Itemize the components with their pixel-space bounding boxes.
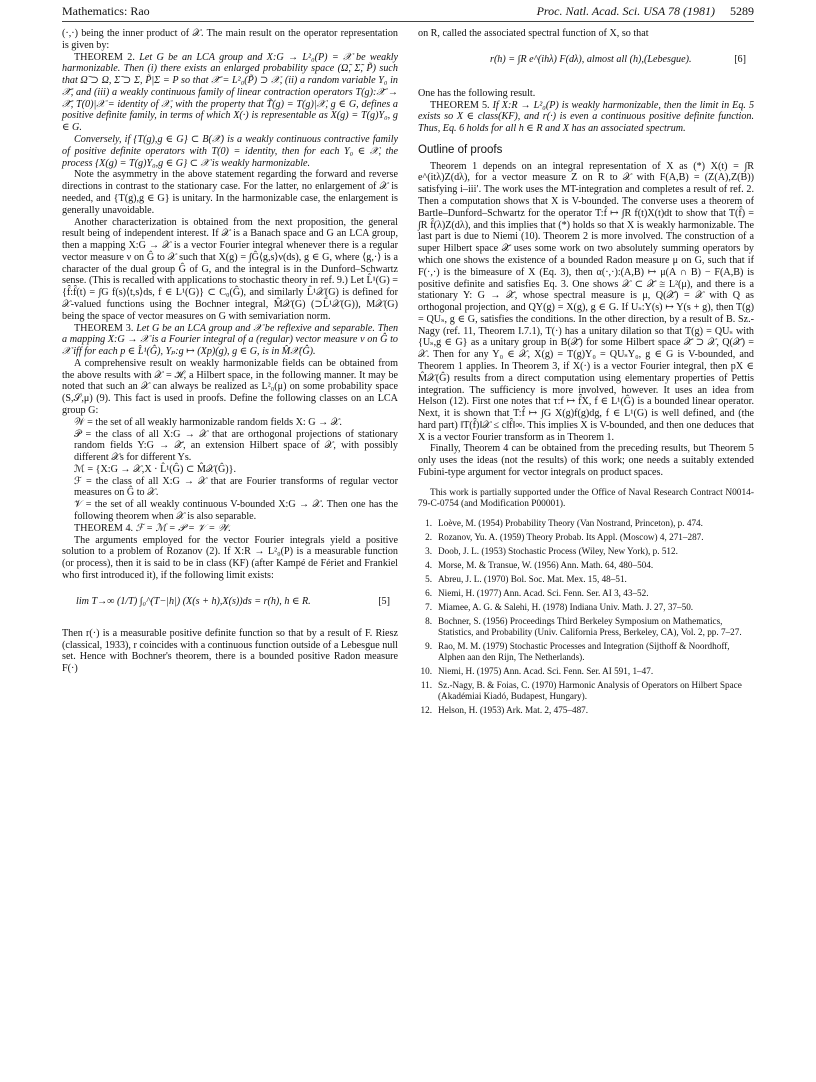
reference-text: Abreu, J. L. (1970) Bol. Soc. Mat. Mex. 15, 48–51. [438,573,627,584]
reference-text: Niemi, H. (1977) Ann. Acad. Sci. Fenn. Ser. AI 3, 43–52. [438,587,649,598]
converse-label: Conversely, [74,134,122,146]
paragraph: Finally, Theorem 4 can be obtained from the preceding results, but Theorem 5 only uses the ideas (not the results) of this work; one needs a suitably extended Fubini-type argument for vector integrals on product spaces. [418,443,754,478]
definition-F: ℱ = the class of all X:G → 𝒳 that are Fourier transforms of regular vector measures on Ĝ to 𝒳. [74,475,398,499]
reference-item [418,616,754,638]
definition-V: 𝒱 = the set of all weakly continuous V-bounded X:G → 𝒳. Then one has the following theorem when 𝒳 is also separable. [74,499,398,523]
paragraph: (·,·) being the inner product of 𝒳. The main result on the operator representation is given by: [62,28,398,51]
reference-text: Helson, H. (1953) Ark. Mat. 2, 475–487. [438,704,589,715]
right-column [418,28,754,719]
theorem-label: THEOREM 4. [74,522,134,534]
equation-6 [418,44,754,84]
theorem-2 [62,52,398,134]
reference-text: Miamee, A. G. & Salehi, H. (1978) Indiana Univ. Math. J. 27, 37–50. [438,601,694,612]
running-header [62,4,754,20]
reference-item [418,602,754,613]
section-heading: Outline of proofs [418,143,503,156]
equation-body: lim T→∞ (1/T) ∫₀^(T−|h|) (X(s + h),X(s))ds = r(h), h ∈ R. [76,595,311,607]
reference-item [418,588,754,599]
reference-number: 6. [425,587,432,598]
theorem-3 [62,323,398,358]
reference-number: 2. [425,531,432,542]
definition-M: ℳ = {X:G → 𝒳,X · L̂¹(Ĝ) ⊂ M̂𝒳(Ĝ)}. [74,463,237,475]
reference-number: 3. [425,545,432,556]
converse-text: if {T(g),g ∈ G} ⊂ B(𝒳) is a weakly continuous contractive family of positive definite operators with T(0) = identity, then for each Y₀ ∈ 𝒳, the process {X(g) = T(g)Y₀,g ∈ G} ⊂ 𝒳 is weakly harmonizable. [62,134,398,169]
paragraph: Note the asymmetry in the above statement regarding the forward and reverse directions in contrast to the stationary case. For the latter, no enlargement of 𝒳 is needed, and {T(g),g ∈ G} is unitary. In the harmonizable case, the enlargement is generally unavoidable. [62,169,398,216]
reference-item [418,518,754,529]
definition-P: 𝒫 = the class of all X:G → 𝒳 that are orthogonal projections of stationary random fields Y:G → 𝒳̃, an extension Hilbert space of 𝒳, with possibly different 𝒳s for different Ys. [74,428,398,464]
reference-item [418,574,754,585]
theorem-text: If X:R → L²₀(P) is weakly harmonizable, then the limit in Eq. 5 exists so X ∈ class(KF), and r(·) is even a continuous positive definite function. Thus, Eq. 6 holds for all h ∈ R and X has an associated spectrum. [418,99,755,135]
reference-item [418,546,754,557]
paragraph: A comprehensive result on weakly harmonizable fields can be obtained from the above results with 𝒳 = ℋ, a Hilbert space, in the following manner. It may be noted that such an 𝒳 can always be realized as L²₀(μ) on some probability space (S,𝒮,μ) (9). This fact is used in proofs. Define the following classes on an LCA group G: [62,357,398,416]
theorem-label: THEOREM 2. [74,51,135,63]
reference-text: Morse, M. & Transue, W. (1956) Ann. Math. 64, 480–504. [438,559,654,570]
reference-text: Doob, J. L. (1953) Stochastic Process (Wiley, New York), p. 512. [438,545,678,556]
header-journal: Proc. Natl. Acad. Sci. USA 78 (1981) [536,4,715,18]
equation-number: [6] [734,53,746,65]
left-column [62,28,398,675]
reference-text: Rozanov, Yu. A. (1959) Theory Probab. Its Appl. (Moscow) 4, 271–287. [438,531,704,542]
reference-item [418,532,754,543]
equation-number: [5] [378,595,390,607]
equation-5 [62,586,398,624]
reference-number: 5. [425,573,432,584]
references-list [418,518,754,716]
reference-text: Rao, M. M. (1979) Stochastic Processes and Integration (Sijthoff & Noordhoff, Alphen aan den Rijn, The Netherlands). [438,640,730,662]
header-section-author: Mathematics: Rao [62,4,150,18]
theorem-text: Let G be an LCA group and X:G → L²₀(P) = 𝒳 be weakly harmonizable. Then (i) there exists an enlarged probability space (Ω̃, Σ̃, P̃) such that Ω̃ ⊃ Ω, Σ̃ ⊃ Σ, P̃|Σ = P so that 𝒳̃ = L²₀(P̃) ⊃ 𝒳, (ii) a random variable Y₀ in 𝒳̃, and (iii) a weakly continuous family of linear contraction operators T(g):𝒳̃ → 𝒳̃, T(0)|𝒳 = identity of 𝒳, with the property that T̃(g) = T(g)|𝒳, g ∈ G, defines a positive definite family, in terms of which X(·) is representable as X(g) = T(g)Y₀, g ∈ G. [62,51,399,134]
reference-text: Bochner, S. (1956) Proceedings Third Berkeley Symposium on Mathematics, Statistics, and Probability (Univ. California Press, Berkeley, CA), Vol. 2, pp. 7–27. [438,615,742,637]
reference-text: Sz.-Nagy, B. & Foias, C. (1970) Harmonic Analysis of Operators on Hilbert Space (Akadémiai Kiadó, Budapest, Hungary). [438,679,742,701]
reference-number: 9. [425,640,432,651]
paragraph: on R, called the associated spectral function of X, so that [418,28,649,39]
theorem-5 [418,100,754,135]
reference-text: Niemi, H. (1975) Ann. Acad. Sci. Fenn. Ser. AI 591, 1–47. [438,665,654,676]
theorem-text: Let G be an LCA group and 𝒳 be reflexive and separable. Then a mapping X:G → 𝒳 is a Fourier integral of a (regular) vector measure ν on Ĝ to 𝒳 iff for each p ∈ L̂¹(Ĝ), Yₚ:g ↦ (Xp)(g), g ∈ G, is in M̂𝒳(Ĝ). [62,322,399,358]
reference-item [418,560,754,571]
reference-number: 1. [425,517,432,528]
reference-number: 7. [425,601,432,612]
theorem-2-converse [62,134,398,169]
reference-item [418,666,754,677]
reference-number: 8. [425,615,432,626]
paragraph: Then r(·) is a measurable positive definite function so that by a result of F. Riesz (classical, 1933), r coincides with a continuous function outside of a Lebesgue null set. Hence with Bochner's theorem, there is a bounded positive Radon measure F(·) [62,627,398,675]
theorem-label: THEOREM 3. [74,322,134,334]
header-rule [62,21,754,22]
acknowledgment: This work is partially supported under the Office of Naval Research Contract N0014-79-C-0754 (and Modification P00001). [418,487,754,509]
theorem-4 [62,523,398,535]
paragraph: One has the following result. [418,87,536,99]
reference-item [418,641,754,663]
reference-item [418,705,754,716]
reference-number: 4. [425,559,432,570]
paragraph: The arguments employed for the vector Fourier integrals yield a positive solution to a problem of Rozanov (2). If X:R → L²₀(P) is a measurable function (or process), then it is said to be in class (KF) (after Kampé de Fériet and Frankiel who first introduced it), if the following limit exists: [62,534,398,581]
reference-number: 11. [420,679,432,690]
reference-number: 12. [420,704,432,715]
reference-number: 10. [420,665,432,676]
reference-item [418,680,754,702]
paragraph: Another characterization is obtained from the next proposition, the general result being of independent interest. If 𝒳 is a Banach space and G an LCA group, then a mapping X:G → 𝒳 is a vector Fourier integral whenever there is a regular vector measure ν on Ĝ to 𝒳 such that X(g) = ∫Ĝ⟨g,s⟩ν(ds), g ∈ G, where ⟨g,·⟩ is a character of the dual group Ĝ of G, and the integral is in the Dunford–Schwartz sense. (This is recalled with applications to stochastic theory in ref. 9.) Let L̂¹(G) = {f̂:f̂(t) = ∫G f(s)⟨t,s⟩ds, f ∈ L¹(G)} ⊂ C₀(Ĝ), and similarly L̂¹𝒳(G) is defined for 𝒳-valued functions using the Bochner integral, M̂𝒳(G) (⊃L̂¹𝒳(G)), M𝒳(G) being the space of vector measures on G with semivariation norm. [62,216,398,322]
theorem-label: THEOREM 5. [430,99,490,111]
definition-W: 𝒲 = the set of all weakly harmonizable random fields X: G → 𝒳. [74,416,342,428]
header-page-number: 5289 [730,4,754,18]
paragraph: Theorem 1 depends on an integral representation of X as (*) X(t) = ∫R e^(itλ)Z(dλ), for a vector measure Z on R to 𝒳 with F(A,B) = (Z(A),Z(B)) satisfying i–iii′. The work uses the MT-integration and completes a result of ref. 2. Then a computation shows that X is V-bounded. The converse uses a theorem of Bartle–Dunford–Schwartz for the operator T:f̂ ↦ ∫R f(t)X(t)dt to show that T(f̂) = ∫R f̂(λ)Z(dλ), and this implies that (*) holds so that X is weakly harmonizable. The last part is due to Niemi (10). Theorem 2 is more involved. The construction of a super Hilbert space 𝒳̃ uses some work on two absolutely summing operators by which one shows the existence of a bounded Radon measure μ on G, such that if F(·,·) is the bimeasure of X (Eq. 3), then α(·,·):(A,B) ↦ μ(A ∩ B) − F(A,B) is positive definite and satisfies Eq. 3. One shows 𝒳 ⊂ 𝒳̃ ≅ L²(μ), and there is a stationary Y: G → 𝒳̃, whose spectral measure is μ, Q(𝒳̃) = 𝒳 with Q as orthogonal projection, and QY(g) = X(g), g ∈ G. If Uₛ:Y(s) ↦ Y(s + g), then T(g) = QUₛ, g ∈ G, satisfies the conditions. In the other direction, by a result of B. Sz.-Nagy (ref. 11, Theorem I.7.1), T(·) has a unitary dilation so that T(g) = QUₛ with {Uₛ,g ∈ G} as a unitary group in B(𝒳̃) for some Hilbert space 𝒳̃ ⊃ 𝒳, Q(𝒳̃) = 𝒳. Then for any Y₀ ∈ 𝒳, X(g) = T(g)Y₀ = QUₛY₀, g ∈ G is V-bounded, and Theorem 1 applies. In Theorem 3, if X(·) is a vector Fourier integral, then pX ∈ M̂𝒳(Ĝ) results from a direct computation using elementary properties of Pettis integration. The sufficiency is more involved, however. It uses an idea from Helson (12). First one notes that τ:f ↦ f̂X, f ∈ L¹(Ĝ) is a bounded linear operator. Next, it is shown that T:f̂ ↦ ∫G X(g)f(g)dg, f ∈ L¹(G) is well defined, and (the hard part) ‖T(f̂)‖𝒳 ≤ c‖f̂‖∞. This implies X is V-bounded, and then one deduces that X is a vector Fourier transform as in Theorem 1. [418,160,754,443]
header-journal-info [537,4,754,19]
reference-text: Loève, M. (1954) Probability Theory (Van Nostrand, Princeton), p. 474. [438,517,703,528]
equation-body: r(h) = ∫R e^(ihλ) F(dλ), almost all (h),(Lebesgue). [490,53,692,65]
theorem-text: ℱ = ℳ = 𝒫 = 𝒱 = 𝒲. [135,522,231,534]
